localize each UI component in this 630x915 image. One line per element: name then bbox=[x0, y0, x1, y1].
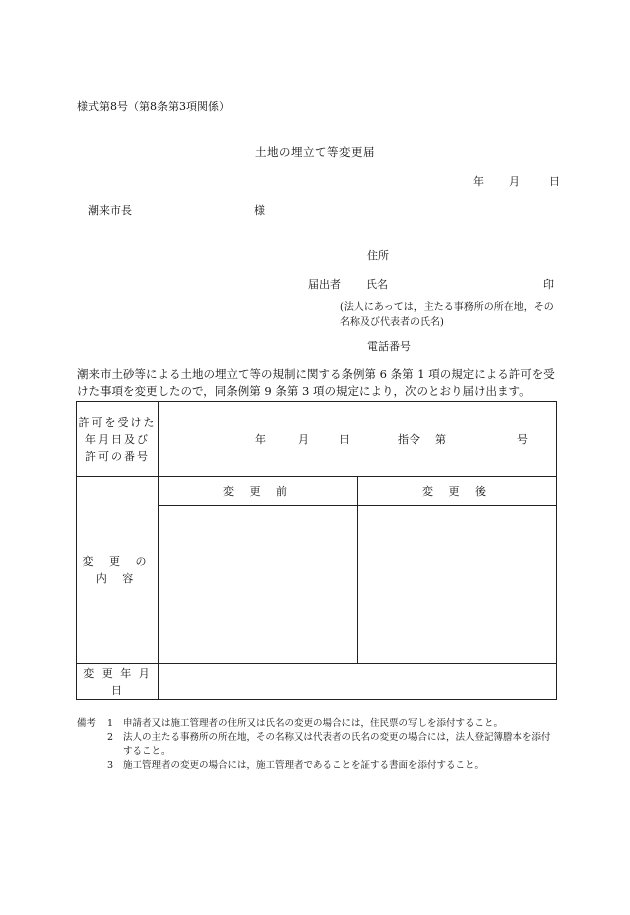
change-date-cell[interactable] bbox=[159, 664, 557, 700]
permit-info-cell[interactable] bbox=[159, 402, 557, 477]
note-number: 1 bbox=[107, 718, 114, 729]
permit-no-suffix: 号 bbox=[517, 433, 528, 446]
note-item bbox=[77, 717, 567, 731]
permit-label-line: 許可の番号 bbox=[85, 449, 150, 463]
note-item bbox=[77, 759, 567, 773]
permit-label-line: 年月日及び bbox=[85, 432, 150, 446]
before-content-cell[interactable] bbox=[159, 506, 358, 664]
note-number: 3 bbox=[107, 760, 114, 771]
permit-year: 年 bbox=[255, 433, 266, 446]
notes-heading: 備考 bbox=[77, 718, 97, 729]
after-content-cell[interactable] bbox=[358, 506, 557, 664]
applicant-label: 届出者 bbox=[308, 278, 341, 291]
permit-label-line: 許可を受けた bbox=[78, 415, 157, 429]
page-title: 土地の埋立て等変更届 bbox=[255, 145, 375, 159]
seal-mark: 印 bbox=[543, 278, 554, 291]
permit-day: 日 bbox=[339, 433, 350, 446]
note-item bbox=[77, 731, 567, 759]
before-header: 変 更 前 bbox=[159, 477, 358, 506]
date-month: 月 bbox=[509, 175, 520, 188]
date-line bbox=[473, 173, 560, 189]
change-form-table bbox=[76, 401, 557, 700]
body-text: 潮来市土砂等による土地の埋立て等の規制に関する条例第 6 条第 1 項の規定による許可を受けた事項を変更したので，同条例第 9 条第 3 項の規定により，次のとおり届け出ます。 bbox=[77, 367, 555, 398]
permit-row bbox=[77, 402, 557, 477]
permit-order: 指令 bbox=[398, 433, 420, 446]
change-header-row bbox=[77, 477, 557, 506]
note-text: 法人の主たる事務所の所在地，その名称又は代表者の氏名の変更の場合には，法人登記簿謄本を添付すること。 bbox=[123, 732, 551, 757]
corporation-note: (法人にあっては，主たる事務所の所在地，その名称及び代表者の氏名) bbox=[340, 302, 554, 328]
name-label: 氏名 bbox=[366, 278, 388, 291]
permit-month: 月 bbox=[298, 433, 309, 446]
form-number: 様式第8号（第8条第3項関係） bbox=[77, 100, 230, 113]
date-day: 日 bbox=[549, 175, 560, 188]
permit-no-prefix: 第 bbox=[435, 433, 446, 446]
content-label: 変 更 の 内 容 bbox=[77, 477, 159, 664]
permit-label bbox=[77, 402, 159, 477]
note-number: 2 bbox=[107, 732, 114, 743]
change-date-row bbox=[77, 664, 557, 700]
addressee: 潮来市長 bbox=[88, 204, 132, 217]
change-date-label: 変 更 年 月 日 bbox=[77, 664, 159, 700]
after-header: 変 更 後 bbox=[358, 477, 557, 506]
phone-label: 電話番号 bbox=[367, 340, 411, 353]
addressee-honorific: 様 bbox=[254, 204, 265, 217]
notes bbox=[77, 717, 567, 773]
date-year: 年 bbox=[473, 175, 484, 188]
note-text: 施工管理者の変更の場合には，施工管理者であることを証する書面を添付すること。 bbox=[123, 760, 485, 771]
note-text: 申請者又は施工管理者の住所又は氏名の変更の場合には，住民票の写しを添付すること。 bbox=[123, 718, 504, 729]
address-label: 住所 bbox=[367, 249, 389, 262]
